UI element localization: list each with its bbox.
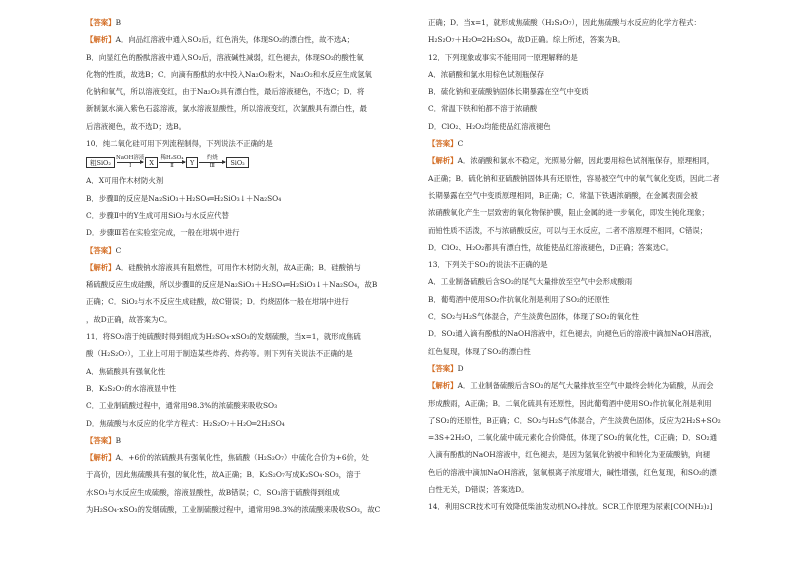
line-text: A．X可用作木材防火剂	[86, 176, 164, 186]
text-line	[86, 207, 380, 224]
text-line	[428, 66, 722, 83]
line-text: 红色复现，体现了SO₂的漂白性	[428, 346, 531, 356]
text-line	[428, 481, 722, 498]
line-text: A．浓硝酸和氯水用棕色试剂瓶保存	[428, 69, 545, 79]
flow-step-2-numeral: Ⅱ	[170, 162, 174, 169]
answer-tag: 【答案】	[428, 363, 458, 373]
line-text: D．ClO₂、H₂O₂均能使品红溶液褪色	[428, 121, 551, 131]
line-text: C	[115, 245, 122, 255]
silica-flow-diagram	[86, 152, 380, 172]
line-text: B	[115, 435, 122, 445]
flow-end-box: SiO₂	[226, 157, 248, 168]
line-text: C．SO₂与H₂S气体混合，产生淡黄色固体，体现了SO₂的氧化性	[428, 312, 639, 322]
text-line	[428, 429, 722, 446]
line-text: 化物的性质，故选B；C．向滴有酚酞的水中投入Na₂O₂粉末，Na₂O₂和水反应生成氢氧	[86, 69, 372, 79]
left-column	[86, 14, 380, 518]
flow-y-box: Y	[186, 157, 198, 168]
line-text: 10．纯二氧化硅可用下列流程制得，下列说法不正确的是	[86, 139, 273, 149]
text-line	[86, 100, 380, 117]
text-line	[428, 135, 722, 152]
text-line	[86, 293, 380, 310]
line-text: A．焦硫酸具有强氧化性	[86, 366, 166, 376]
text-line	[86, 276, 380, 293]
line-text: ，故D正确，故答案为C。	[86, 314, 172, 324]
line-text: B	[115, 18, 122, 27]
answer-tag: 【答案】	[86, 245, 116, 255]
text-line	[428, 360, 722, 377]
text-line	[86, 345, 380, 362]
flow-arrow-1	[116, 155, 144, 170]
line-text: B．向显红色的酚酞溶液中通入SO₂后，溶液碱性减弱，红色褪去，体现SO₂的酸性氧	[86, 52, 364, 62]
text-line	[428, 83, 722, 100]
text-line	[428, 118, 722, 135]
line-text: H₂S₂O₇＋H₂O═2H₂SO₄，故D正确。综上所述，答案为B。	[428, 35, 625, 45]
flow-step-3-numeral: Ⅲ	[209, 162, 215, 169]
text-line	[428, 464, 722, 481]
text-line	[428, 377, 722, 394]
text-line	[86, 49, 380, 66]
answer-tag: 【答案】	[86, 435, 116, 445]
text-line	[86, 363, 380, 380]
line-text: D．SO₂通入滴有酚酞的NaOH溶液中，红色褪去，向褪色后的溶液中滴加NaOH溶液，	[428, 329, 717, 339]
line-text: 化钠和氧气，所以溶液变红，由于Na₂O₂具有漂白性，最后溶液褪色，不选C；D．将	[86, 87, 365, 97]
line-text: 长期暴露在空气中变质原理相同，B正确；C．常温下铁遇浓硝酸，在金属表面会被	[428, 190, 698, 200]
text-line	[86, 66, 380, 83]
answer-tag: 【解析】	[86, 35, 116, 45]
line-text: D．焦硫酸与水反应的化学方程式：H₂S₂O₇＋H₂O═2H₂SO₄	[86, 418, 285, 428]
text-line	[428, 31, 722, 48]
answer-tag: 【答案】	[428, 139, 458, 149]
text-line	[428, 412, 722, 429]
text-line	[428, 291, 722, 308]
line-text: D．步骤Ⅲ若在实验室完成，一般在坩埚中进行	[86, 228, 240, 238]
text-line	[86, 380, 380, 397]
text-line	[86, 135, 380, 152]
line-text: 白性无关，D错误；答案选D。	[428, 485, 529, 495]
line-text: A．+6价的浓硫酸具有强氧化性，焦硫酸（H₂S₂O₇）中硫化合价为+6价，处	[115, 453, 369, 463]
text-line	[86, 466, 380, 483]
line-text: 14．利用SCR技术可有效降低柴油发动机NOₓ排放。SCR工作原理为尿素[CO(NH₂)₂]	[428, 502, 713, 512]
text-line	[86, 242, 380, 259]
text-line	[86, 484, 380, 501]
right-column	[428, 14, 722, 516]
text-line	[86, 415, 380, 432]
text-line	[86, 14, 380, 31]
text-line	[86, 259, 380, 276]
text-line	[428, 204, 722, 221]
flow-x-box: X	[145, 157, 158, 168]
line-text: 稀硫酸反应生成硅酸，所以步骤Ⅱ的反应是Na₂SiO₃＋H₂SO₄═H₂SiO₃↓＋Na₂SO₄，故B	[86, 280, 378, 290]
answer-tag: 【解析】	[86, 262, 116, 272]
text-line	[86, 31, 380, 48]
text-line	[428, 446, 722, 463]
left-text-block-b	[86, 172, 380, 518]
line-text: A．工业制备硫酸后含SO₂的尾气大量排放至空气中会形成酸雨	[428, 277, 633, 287]
text-line	[86, 190, 380, 207]
line-text: A正确；B．硫化钠和亚硫酸钠固体具有还原性，容易被空气中的氧气氧化变质，因此二者	[428, 173, 720, 183]
flow-arrow-3-label: 灼烧	[206, 154, 218, 161]
answer-tag: 【解析】	[86, 453, 116, 463]
line-text: 12．下列现象或事实不能用同一原理解释的是	[428, 52, 578, 62]
line-text: B．硫化钠和亚硫酸钠固体长期暴露在空气中变质	[428, 87, 589, 97]
text-line	[86, 501, 380, 518]
line-text: 水SO₃与水反应生成硫酸，溶液显酸性，故B错误；C．SO₃溶于硫酸得到组成	[86, 487, 340, 497]
line-text: C	[457, 139, 464, 149]
text-line	[428, 49, 722, 66]
line-text: 而铂性质不活泼，不与浓硝酸反应，可以与王水反应，二者不溶原理不相同，C错误；	[428, 225, 708, 235]
answer-tag: 【解析】	[428, 156, 458, 166]
answer-tag: 【答案】	[86, 18, 116, 27]
line-text: 13．下列关于SO₂的说法不正确的是	[428, 260, 548, 270]
flow-step-1-numeral: Ⅰ	[129, 162, 132, 169]
line-text: D	[457, 363, 464, 373]
text-line	[428, 222, 722, 239]
line-text: B．K₂S₂O₇的水溶液显中性	[86, 383, 177, 393]
answer-tag: 【解析】	[428, 381, 458, 391]
line-text: C．步骤Ⅱ中的Y生成可用SiO₂与水反应代替	[86, 210, 229, 220]
line-text: 色后的溶液中滴加NaOH溶液，氢氧根离子浓度增大，碱性增强，红色复现，和SO₂的漂	[428, 467, 717, 477]
line-text: A．硅酸钠水溶液具有阻燃性，可用作木材防火剂，故A正确；B．硅酸钠与	[115, 262, 361, 272]
line-text: C．常温下铁和铂都不溶于浓硝酸	[428, 104, 538, 114]
text-line	[428, 170, 722, 187]
text-line	[86, 172, 380, 189]
line-text: A．浓硝酸和氯水不稳定，光照易分解，因此要用棕色试剂瓶保存，原理相同，	[457, 156, 715, 166]
line-text: B．葡萄酒中使用SO₂作抗氧化剂是利用了SO₂的还原性	[428, 294, 610, 304]
text-line	[428, 498, 722, 515]
flow-arrow-3	[199, 155, 225, 170]
text-line	[86, 311, 380, 328]
text-line	[428, 256, 722, 273]
right-text-block	[428, 14, 722, 516]
line-text: C．工业制硫酸过程中，通常用98.3%的浓硫酸来吸收SO₃	[86, 401, 278, 411]
text-line	[428, 325, 722, 342]
text-line	[428, 308, 722, 325]
text-line	[86, 397, 380, 414]
line-text: =3S+2H₂O，二氧化硫中硫元素化合价降低，体现了SO₂的氧化性，C正确；D．SO₂通	[428, 433, 718, 443]
line-text: 为H₂SO₄·xSO₃的发烟硫酸，工业制硫酸过程中，通常用98.3%的浓硫酸来吸收SO₃，故C	[86, 505, 380, 515]
flow-start-box: 粗SiO₂	[86, 157, 115, 168]
text-line	[86, 449, 380, 466]
text-line	[428, 273, 722, 290]
text-line	[428, 395, 722, 412]
line-text: 11．将SO₃溶于纯硫酸时得到组成为H₂SO₄·xSO₃的发烟硫酸，当x=1，就形成焦硫	[86, 332, 361, 342]
line-text: A．向品红溶液中通入SO₂后，红色消失，体现SO₂的漂白性，故不选A；	[115, 35, 354, 45]
text-line	[428, 239, 722, 256]
text-line	[86, 328, 380, 345]
left-text-block-a	[86, 14, 380, 152]
line-text: 入滴有酚酞的NaOH溶液中，红色褪去，是因为氢氧化钠被中和转化为亚硫酸钠，向褪	[428, 450, 711, 460]
line-text: 浓硝酸氧化产生一层致密的氧化物保护膜，阻止金属的进一步氧化，即发生钝化现象；	[428, 208, 709, 218]
text-line	[86, 224, 380, 241]
line-text: 于高价，因此焦硫酸具有强的氧化性，故A正确；B．K₂S₂O₇写成K₂SO₄·SO₃，溶于	[86, 470, 361, 480]
text-line	[86, 83, 380, 100]
text-line	[428, 14, 722, 31]
line-text: B．步骤Ⅱ的反应是Na₂SiO₃＋H₂SO₄═H₂SiO₃↓＋Na₂SO₄	[86, 193, 282, 203]
flow-arrow-1-label: NaOH溶液	[115, 154, 145, 161]
line-text: A．工业制备硫酸后含SO₂的尾气大量排放至空气中最终会转化为硫酸，从而会	[457, 381, 714, 391]
text-line	[428, 187, 722, 204]
line-text: 酸（H₂S₂O₇），工业上可用于制造某些炸药、炸药等。则下列有关说法不正确的是	[86, 349, 353, 359]
line-text: 形成酸雨，A正确；B．二氧化硫具有还原性，因此葡萄酒中使用SO₂作抗氧化剂是利用	[428, 398, 712, 408]
text-line	[428, 152, 722, 169]
line-text: 正确；C．SiO₂与水不反应生成硅酸，故C错误；D．灼烧固体一般在坩埚中进行	[86, 297, 349, 307]
flow-arrow-2	[159, 155, 185, 170]
line-text: 了SO₂的还原性，B正确；C．SO₂与H₂S气体混合，产生淡黄色固体，反应为2H₂S+SO₂	[428, 415, 721, 425]
line-text: 正确；D．当x=1，就形成焦硫酸（H₂S₂O₇），因此焦硫酸与水反应的化学方程式：	[428, 18, 701, 27]
text-line	[428, 343, 722, 360]
line-text: D．ClO₂、H₂O₂都具有漂白性，故能使品红溶液褪色，D正确；答案选C。	[428, 242, 674, 252]
text-line	[86, 432, 380, 449]
flow-arrow-2-label: 稀H₂SO₄	[160, 154, 184, 161]
text-line	[428, 100, 722, 117]
text-line	[86, 118, 380, 135]
line-text: 新制氯水滴入紫色石蕊溶液，氯水溶液显酸性，所以溶液变红，次氯酸具有漂白性，最	[86, 104, 367, 114]
line-text: 后溶液褪色，故不选D；选B。	[86, 121, 187, 131]
